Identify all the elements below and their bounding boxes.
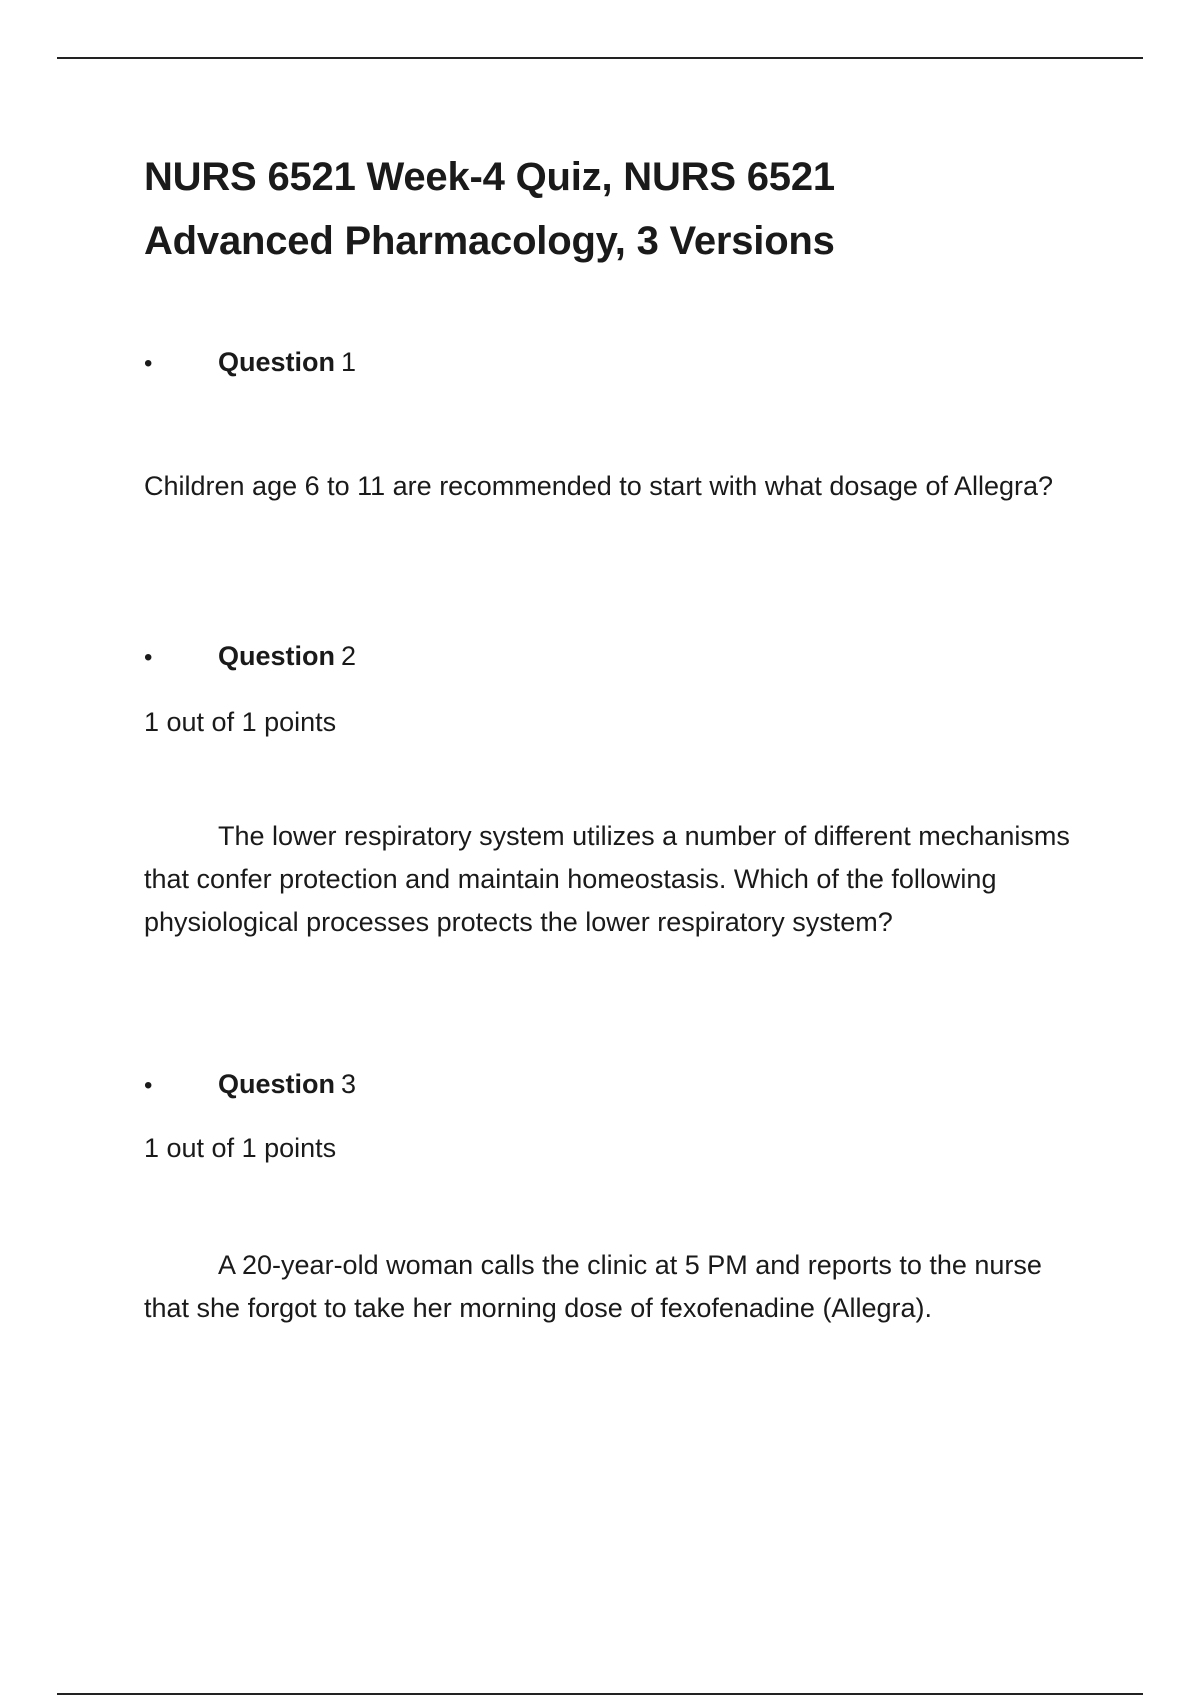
bottom-rule: [57, 1693, 1143, 1695]
question-number: 1: [341, 347, 357, 377]
title-line-2: Advanced Pharmacology, 3 Versions: [144, 219, 835, 263]
question-2-heading: [144, 638, 356, 676]
question-number: 2: [341, 641, 357, 671]
question-1-heading: [144, 344, 356, 382]
question-3-text: A 20-year-old woman calls the clinic at 5 PM and reports to the nurse that she forgot to take her morning dose of fexofenadine (Allegra).: [144, 1250, 1042, 1323]
question-label: Question: [218, 641, 336, 671]
question-number: 3: [341, 1069, 357, 1099]
document-title: [144, 145, 1104, 273]
top-rule: [57, 57, 1143, 59]
question-3-heading: [144, 1066, 356, 1104]
question-label: Question: [218, 1069, 336, 1099]
question-2-points: 1 out of 1 points: [144, 707, 337, 737]
question-1-text: Children age 6 to 11 are recommended to start with what dosage of Allegra?: [144, 471, 1054, 501]
question-label: Question: [218, 347, 336, 377]
bullet-icon: •: [144, 1072, 153, 1099]
title-line-1: NURS 6521 Week-4 Quiz, NURS 6521: [144, 155, 835, 199]
bullet-icon: •: [144, 350, 153, 377]
bullet-icon: •: [144, 644, 153, 671]
question-2-text: The lower respiratory system utilizes a number of different mechanisms that confer protection and maintain homeostasis. Which of the following physiological processes protects the lower respiratory system?: [144, 821, 1070, 937]
question-3-points: 1 out of 1 points: [144, 1133, 337, 1163]
